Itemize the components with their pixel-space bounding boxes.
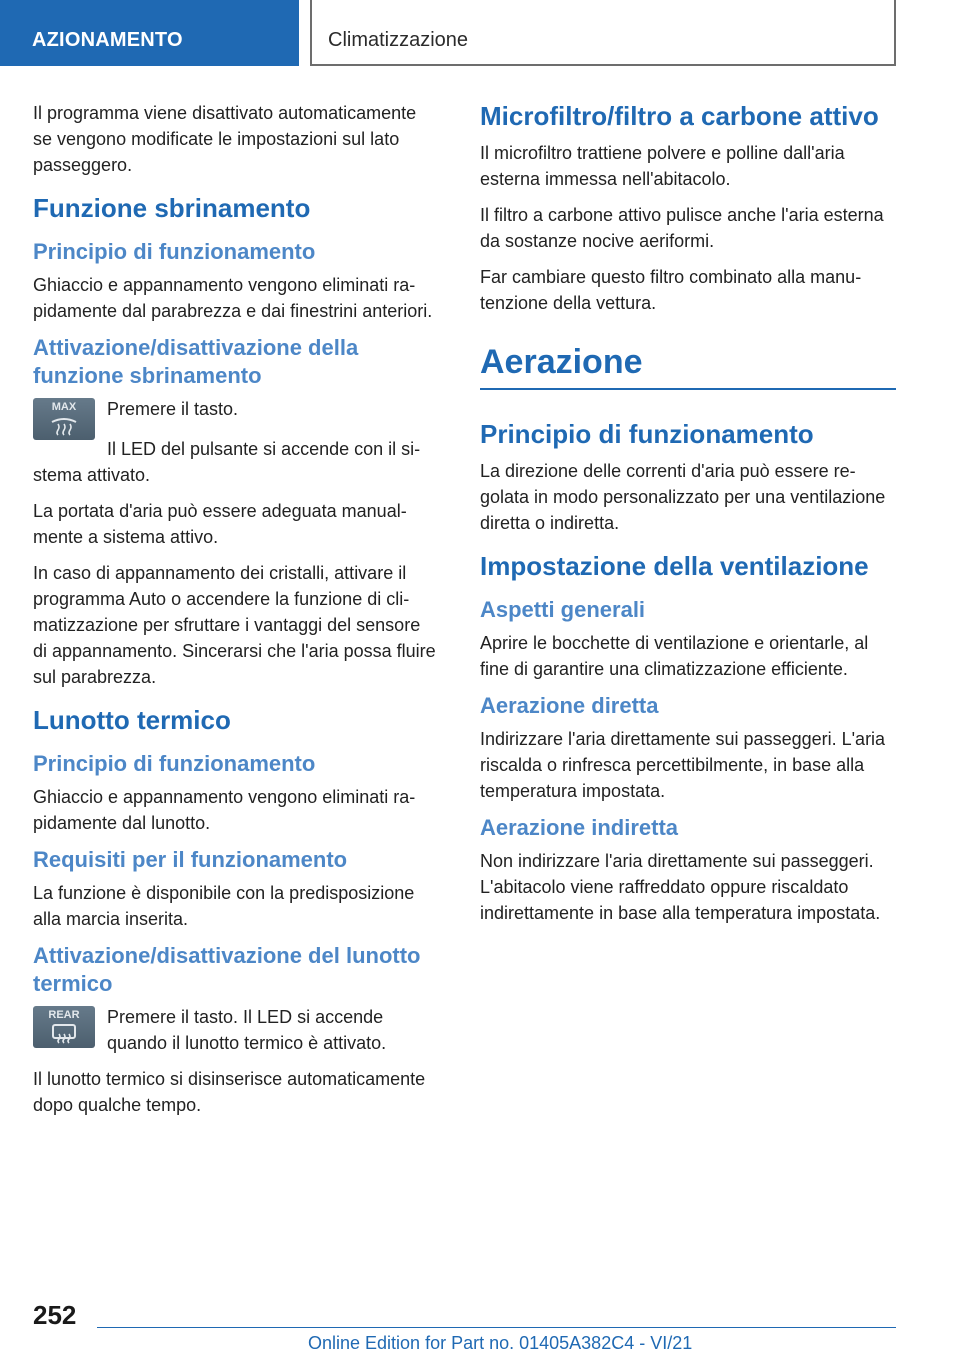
footer-divider (97, 1327, 896, 1328)
rear-toggle-heading: Attivazione/disattivazione del lunotto termico (33, 943, 421, 996)
filter-paragraph-1: Il microfiltro trattiene polvere e polline dall'aria esterna immessa nell'abitacolo. (480, 143, 845, 189)
windshield-defrost-icon (50, 416, 78, 436)
vent-principle-text: La direzione delle correnti d'aria può essere regolata in modo personalizzato per una ventilazione diretta o indiretta. (480, 461, 886, 533)
footer-edition: Online Edition for Part no. 01405A382C4 - VI/21 (308, 1333, 693, 1353)
filter-heading: Microfiltro/filtro a carbone attivo (480, 101, 879, 131)
page-number: 252 (33, 1300, 77, 1330)
rear-press-text: Premere il tasto. Il LED si accende quando il lunotto termico è attivato. (107, 1007, 387, 1053)
rear-defrost-button-icon (33, 1006, 95, 1048)
indirect-vent-heading: Aerazione indiretta (480, 815, 679, 840)
left-column (33, 100, 439, 1128)
indirect-vent-text: Non indirizzare l'aria direttamente sui passeggeri. L'abitacolo viene raffreddato oppure riscaldato indirettamente in base alla temperatura impostata. (480, 851, 881, 923)
filter-paragraph-2: Il filtro a carbone attivo pulisce anche l'aria esterna da sostanze nocive aeriformi. (480, 205, 884, 251)
defrost-press-text: Premere il tasto. (107, 399, 239, 419)
defrost-principle-heading: Principio di funzionamento (33, 239, 316, 264)
max-button-label: MAX (51, 401, 77, 413)
rear-auto-off-text: Il lunotto termico si disinserisce automaticamente dopo qualche tempo. (33, 1069, 426, 1115)
rear-requirements-heading: Requisiti per il funzionamento (33, 847, 348, 872)
rear-window-heater-icon (50, 1024, 78, 1044)
defrost-led-text: Il LED del pulsante si accende con il sistema attivato. (33, 439, 421, 485)
header-section-tab (0, 0, 299, 66)
direct-vent-heading: Aerazione diretta (480, 693, 659, 718)
max-defrost-button-icon (33, 398, 95, 440)
defrost-principle-text: Ghiaccio e appannamento vengono eliminati rapidamente dal parabrezza e dai finestrini anteriori. (33, 275, 433, 321)
right-column (480, 100, 896, 936)
defrost-fog-text: In caso di appannamento dei cristalli, attivare il programma Auto o accendere la funzione di climatizzazione per sfruttare i vantaggi del sensore di appannamento. Sincerarsi che l'aria possa fluire sul parabrezza. (33, 563, 436, 687)
defrost-heading: Funzione sbrinamento (33, 193, 311, 223)
rear-window-heading: Lunotto termico (33, 705, 231, 735)
rear-principle-heading: Principio di funzionamento (33, 751, 316, 776)
direct-vent-text: Indirizzare l'aria direttamente sui passeggeri. L'aria riscalda o rinfresca percettibilmente, in base alla temperatura impostata. (480, 729, 886, 801)
defrost-toggle-heading: Attivazione/disattivazione della funzione sbrinamento (33, 335, 359, 388)
header-chapter-box (310, 0, 896, 66)
general-text: Aprire le bocchette di ventilazione e orientarle, al fine di garantire una climatizzazione efficiente. (480, 633, 869, 679)
general-heading: Aspetti generali (480, 597, 646, 622)
vent-setting-heading: Impostazione della ventilazione (480, 551, 869, 581)
defrost-flow-text: La portata d'aria può essere adeguata manualmente a sistema attivo. (33, 501, 407, 547)
rear-button-row (33, 1004, 439, 1062)
ventilation-chapter-heading: Aerazione (480, 340, 896, 390)
defrost-button-row (33, 396, 439, 440)
filter-paragraph-3: Far cambiare questo filtro combinato alla manutenzione della vettura. (480, 267, 862, 313)
rear-requirements-text: La funzione è disponibile con la predisposizione alla marcia inserita. (33, 883, 415, 929)
intro-paragraph: Il programma viene disattivato automaticamente se vengono modificate le impostazioni sul lato passeggero. (33, 103, 417, 175)
header-chapter-label: Climatizzazione (328, 29, 469, 51)
rear-principle-text: Ghiaccio e appannamento vengono eliminati rapidamente dal lunotto. (33, 787, 416, 833)
vent-principle-heading: Principio di funzionamento (480, 419, 814, 449)
rear-button-label: REAR (48, 1009, 80, 1021)
header-section-label: AZIONAMENTO (32, 29, 183, 51)
